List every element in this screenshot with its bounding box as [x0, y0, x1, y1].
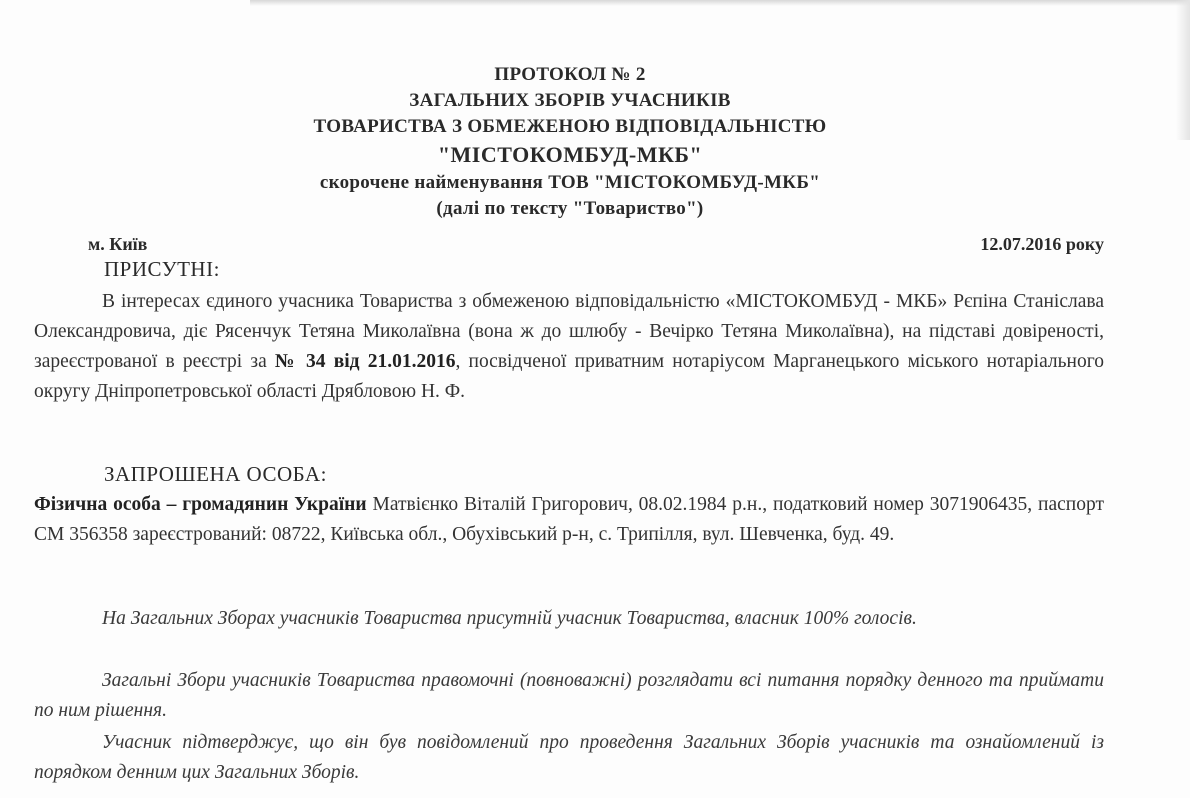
- company-name: "МІСТОКОМБУД-МКБ": [437, 142, 703, 167]
- statement-quorum-text: На Загальних Зборах учасників Товариства присутній учасник Товариства, власник 100% голосів.: [102, 608, 917, 629]
- statement-notification-text: Учасник підтверджує, що він був повідомлений про проведення Загальних Зборів учасників та ознайомлений із порядком денним цих Загальних Зборів.: [34, 732, 1104, 783]
- invited-status: Фізична особа – громадянин України: [34, 494, 367, 515]
- meeting-title: ЗАГАЛЬНИХ ЗБОРІВ УЧАСНИКІВ: [409, 90, 731, 111]
- invited-paragraph: [34, 490, 1104, 550]
- statement-notification: [34, 728, 1104, 788]
- statement-quorum: [34, 604, 1104, 634]
- power-of-attorney-number: № 34 від 21.01.2016: [274, 351, 456, 372]
- statement-authority: [34, 666, 1104, 726]
- protocol-number: ПРОТОКОЛ № 2: [494, 64, 646, 85]
- present-text-part1: В інтересах єдиного учасника Товариства з обмеженою відповідальністю «МІСТОКОМБУД - МКБ» Рєпіна Станіслава Олександровича, діє Рясенчук Тетяна Миколаївна (вона ж до шлюбу - Вечірко Тетяна Миколаївна), на підставі довіреності, зареєстрованої в реєстрі за: [34, 291, 1104, 372]
- company-type: ТОВАРИСТВА З ОБМЕЖЕНОЮ ВІДПОВІДАЛЬНІСТЮ: [313, 116, 827, 137]
- statement-authority-text: Загальні Збори учасників Товариства правомочні (повноважні) розглядати всі питання порядку денного та приймати по ним рішення.: [34, 670, 1104, 721]
- place-date-row: [88, 234, 1104, 260]
- scan-side-shadow: [1176, 0, 1190, 140]
- present-text-part2: , посвідченої приватним нотаріусом Марганецького міського нотаріального округу Дніпропетровської області Дрябловою Н. Ф.: [34, 351, 1104, 402]
- company-alias: (далі по тексту "Товариство"): [436, 198, 704, 219]
- present-title: ПРИСУТНІ:: [104, 257, 220, 281]
- scan-edge-shadow: [250, 0, 1190, 6]
- invited-details: Матвієнко Віталій Григорович, 08.02.1984 р.н., податковий номер 3071906435, паспорт СМ 356358 зареєстрований: 08722, Київська обл., Обухівський р-н, с. Трипілля, вул. Шевченка, буд. 49.: [34, 494, 1104, 545]
- city: м. Київ: [88, 234, 148, 254]
- company-short-name: скорочене найменування ТОВ "МІСТОКОМБУД-МКБ": [319, 172, 821, 193]
- invited-title: ЗАПРОШЕНА ОСОБА:: [104, 462, 327, 486]
- document-header: [0, 62, 1140, 222]
- document-date: 12.07.2016 року: [980, 234, 1104, 254]
- present-paragraph: [34, 287, 1104, 407]
